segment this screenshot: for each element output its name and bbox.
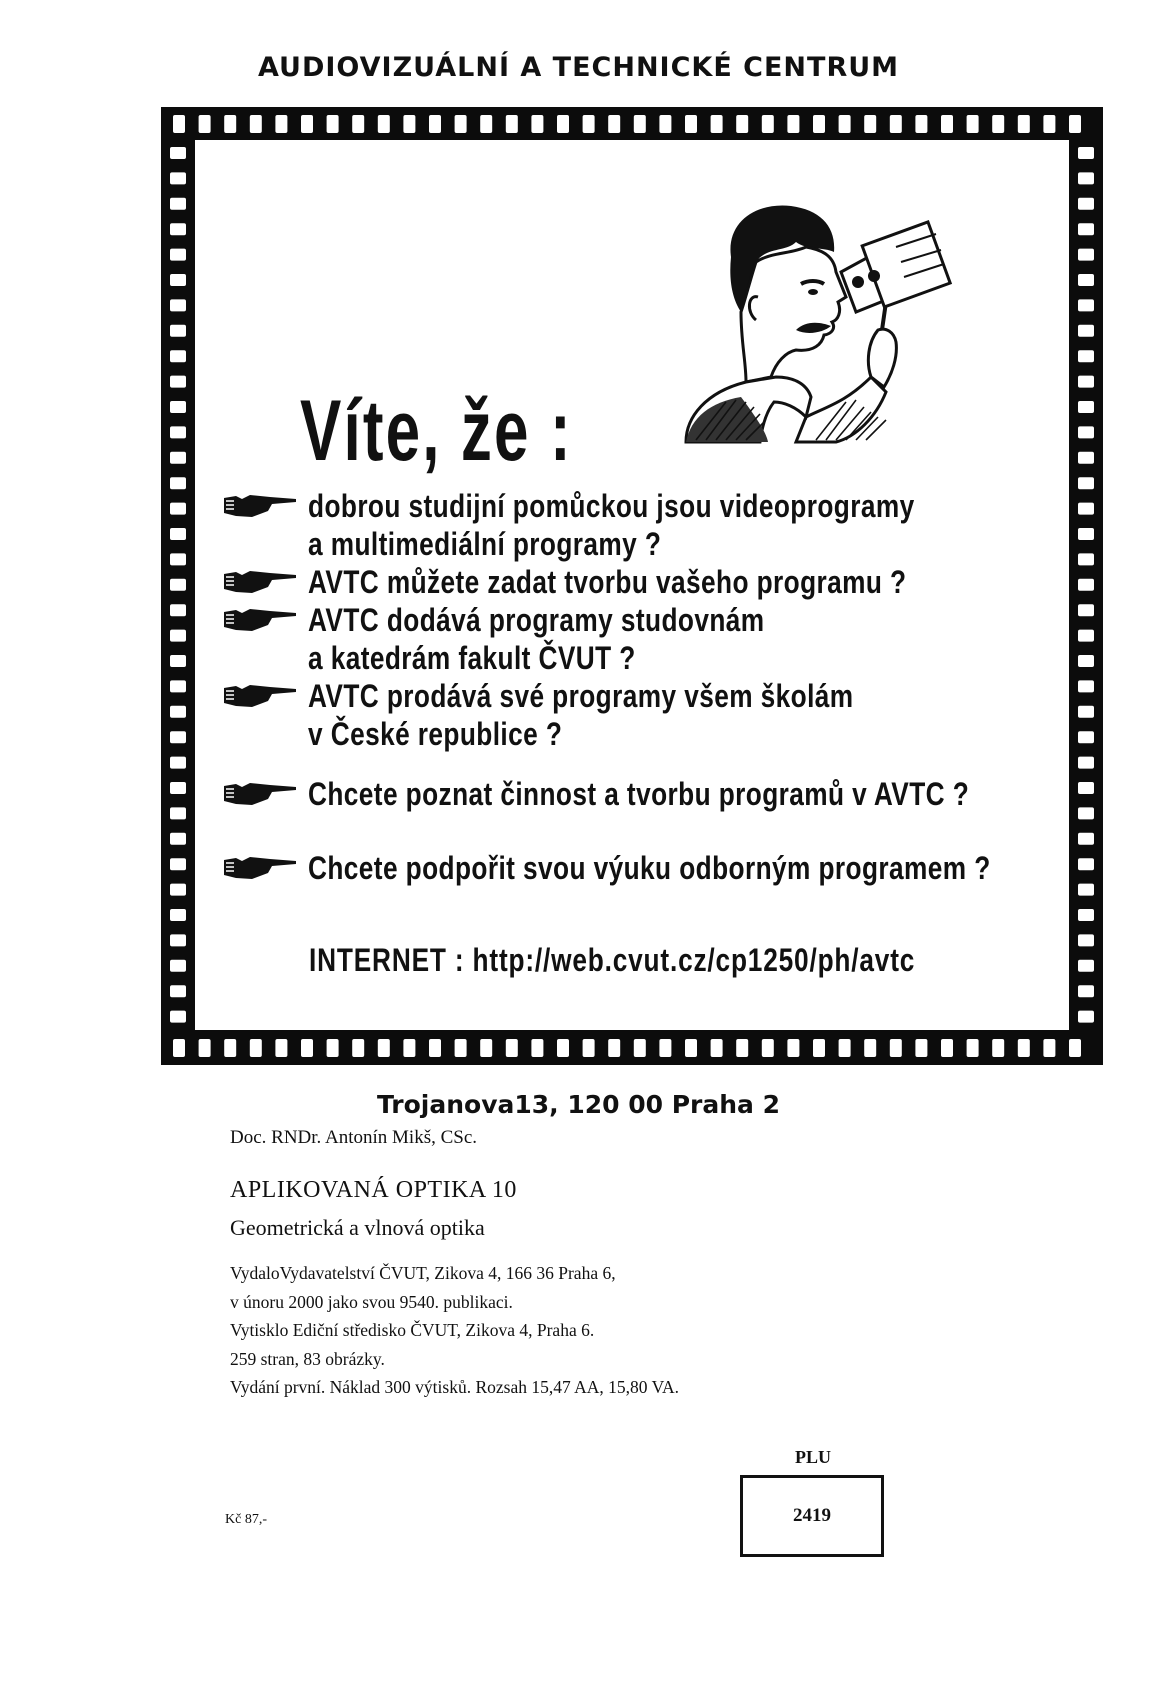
- film-perforation: [506, 1039, 518, 1057]
- film-perforation: [967, 1039, 979, 1057]
- film-perforation: [352, 115, 364, 133]
- film-perforation: [455, 1039, 467, 1057]
- film-perforation: [170, 223, 186, 235]
- film-perforation: [1078, 172, 1094, 184]
- bullet-line: v České republice ?: [308, 716, 563, 752]
- imprint-line: 259 stran, 83 obrázky.: [230, 1348, 385, 1369]
- film-perforation: [1078, 579, 1094, 591]
- film-perforation: [1078, 884, 1094, 896]
- film-perforation: [327, 115, 339, 133]
- film-perforation: [170, 858, 186, 870]
- film-perforation: [1078, 630, 1094, 642]
- film-perforation: [1078, 452, 1094, 464]
- film-perforation: [170, 985, 186, 997]
- film-perforation: [608, 115, 620, 133]
- film-perforation: [839, 1039, 851, 1057]
- film-perforation: [864, 115, 876, 133]
- page-header-title: AUDIOVIZUÁLNÍ A TECHNICKÉ CENTRUM: [257, 52, 900, 83]
- film-perforation: [813, 115, 825, 133]
- film-perforation: [736, 1039, 748, 1057]
- film-perforation: [915, 1039, 927, 1057]
- film-perforation: [890, 115, 902, 133]
- film-perforation: [1078, 325, 1094, 337]
- film-perforation: [170, 147, 186, 159]
- film-perforation: [378, 115, 390, 133]
- film-perforation: [170, 528, 186, 540]
- film-perforation: [170, 553, 186, 565]
- book-author: Doc. RNDr. Antonín Mikš, CSc.: [230, 1127, 478, 1148]
- film-perforation: [170, 198, 186, 210]
- film-perforation: [1078, 299, 1094, 311]
- book-subtitle: Geometrická a vlnová optika: [230, 1215, 485, 1240]
- film-perforation: [685, 1039, 697, 1057]
- bullet-line: AVTC dodává programy studovnám: [308, 602, 765, 638]
- film-perforation: [506, 115, 518, 133]
- film-perforation: [634, 115, 646, 133]
- film-perforation: [1078, 833, 1094, 845]
- film-perforation: [531, 115, 543, 133]
- film-perforation: [170, 477, 186, 489]
- pointing-hand-icon: [222, 607, 298, 633]
- film-perforation: [170, 934, 186, 946]
- film-perforation: [1078, 985, 1094, 997]
- film-perforation: [170, 426, 186, 438]
- film-perforation: [659, 1039, 671, 1057]
- bullet-line: dobrou studijní pomůckou jsou videoprogramy: [308, 488, 915, 524]
- film-perforation: [1078, 655, 1094, 667]
- film-perforation: [711, 1039, 723, 1057]
- pointing-hand-icon: [222, 569, 298, 595]
- bullet-line: AVTC můžete zadat tvorbu vašeho programu ?: [308, 564, 907, 600]
- film-perforation: [864, 1039, 876, 1057]
- pointing-hand-icon: [222, 781, 298, 807]
- film-perforation: [1069, 1039, 1081, 1057]
- film-perforation: [1078, 680, 1094, 692]
- film-perforation: [250, 1039, 262, 1057]
- film-perforation: [1078, 604, 1094, 616]
- film-perforation: [170, 376, 186, 388]
- film-perforation: [557, 115, 569, 133]
- film-perforation: [170, 503, 186, 515]
- film-perforation: [1078, 249, 1094, 261]
- film-perforation: [557, 1039, 569, 1057]
- pointing-hand-icon: [222, 493, 298, 519]
- film-perforation: [1078, 503, 1094, 515]
- film-perforation: [429, 1039, 441, 1057]
- film-perforation: [170, 1011, 186, 1023]
- film-perforation: [787, 115, 799, 133]
- film-perforation: [429, 115, 441, 133]
- film-perforation: [170, 350, 186, 362]
- film-perforation: [170, 452, 186, 464]
- internet-url: http://web.cvut.cz/cp1250/ph/avtc: [472, 942, 916, 978]
- film-perforation: [403, 1039, 415, 1057]
- film-perforation: [1078, 274, 1094, 286]
- film-perforation: [173, 115, 185, 133]
- internet-label: INTERNET :: [309, 942, 465, 978]
- address: Trojanova13, 120 00 Praha 2: [376, 1090, 781, 1119]
- film-perforation: [1078, 934, 1094, 946]
- film-perforation: [170, 960, 186, 972]
- film-perforation: [583, 1039, 595, 1057]
- bullet-line: Chcete podpořit svou výuku odborným programem ?: [308, 850, 991, 886]
- plu-box: [740, 1475, 884, 1557]
- film-perforation: [762, 115, 774, 133]
- film-perforation: [224, 115, 236, 133]
- film-perforation: [170, 833, 186, 845]
- film-perforation: [1018, 115, 1030, 133]
- film-perforation: [659, 115, 671, 133]
- film-perforation: [250, 115, 262, 133]
- pointing-hand-icon: [222, 855, 298, 881]
- film-perforation: [813, 1039, 825, 1057]
- film-perforation: [1078, 350, 1094, 362]
- film-perforation: [455, 115, 467, 133]
- film-perforation: [1069, 115, 1081, 133]
- film-perforation: [301, 1039, 313, 1057]
- film-perforation: [890, 1039, 902, 1057]
- film-perforation: [170, 274, 186, 286]
- film-perforation: [170, 731, 186, 743]
- film-perforation: [1078, 858, 1094, 870]
- film-perforation: [1078, 223, 1094, 235]
- film-perforation: [1078, 782, 1094, 794]
- film-perforation: [1078, 1011, 1094, 1023]
- film-perforation: [967, 115, 979, 133]
- film-perforation: [170, 655, 186, 667]
- poster-heading: Víte, že :: [300, 383, 573, 479]
- film-perforation: [787, 1039, 799, 1057]
- film-perforation: [480, 1039, 492, 1057]
- film-perforation: [170, 807, 186, 819]
- bullet-line: a multimediální programy ?: [308, 526, 662, 562]
- film-perforation: [1078, 477, 1094, 489]
- film-perforation: [634, 1039, 646, 1057]
- film-perforation: [941, 1039, 953, 1057]
- film-perforation: [583, 115, 595, 133]
- bullet-line: AVTC prodává své programy všem školám: [308, 678, 854, 714]
- film-perforation: [1078, 376, 1094, 388]
- imprint-line: Vytisklo Ediční středisko ČVUT, Zikova 4, Praha 6.: [230, 1320, 595, 1340]
- film-perforation: [1043, 115, 1055, 133]
- film-perforation: [941, 115, 953, 133]
- film-perforation: [1078, 426, 1094, 438]
- film-perforation: [711, 115, 723, 133]
- plu-label: PLU: [795, 1447, 831, 1467]
- film-perforation: [352, 1039, 364, 1057]
- film-perforation: [170, 680, 186, 692]
- internet-line: [309, 942, 915, 979]
- film-perforation: [275, 1039, 287, 1057]
- imprint-line: Vydání první. Náklad 300 výtisků. Rozsah 15,47 AA, 15,80 VA.: [230, 1377, 679, 1397]
- film-perforation: [1078, 401, 1094, 413]
- film-perforation: [170, 401, 186, 413]
- film-perforation: [170, 909, 186, 921]
- film-perforation: [170, 706, 186, 718]
- film-perforation: [170, 579, 186, 591]
- price: Kč 87,-: [225, 1512, 267, 1527]
- film-perforation: [531, 1039, 543, 1057]
- film-perforation: [170, 299, 186, 311]
- film-perforation: [170, 604, 186, 616]
- plu-value: 2419: [793, 1505, 831, 1526]
- film-perforation: [170, 249, 186, 261]
- film-perforation: [170, 757, 186, 769]
- film-perforation: [327, 1039, 339, 1057]
- film-perforation: [170, 884, 186, 896]
- film-perforation: [1078, 807, 1094, 819]
- film-perforation: [1078, 731, 1094, 743]
- film-perforation: [199, 115, 211, 133]
- film-perforation: [608, 1039, 620, 1057]
- bullet-line: a katedrám fakult ČVUT ?: [308, 640, 636, 676]
- film-perforation: [1078, 757, 1094, 769]
- film-perforation: [992, 115, 1004, 133]
- film-perforation: [275, 115, 287, 133]
- film-perforation: [1078, 147, 1094, 159]
- film-perforation: [1078, 198, 1094, 210]
- film-perforation: [685, 115, 697, 133]
- pointing-hand-icon: [222, 683, 298, 709]
- film-perforation: [1043, 1039, 1055, 1057]
- film-perforation: [173, 1039, 185, 1057]
- film-perforation: [1078, 909, 1094, 921]
- film-perforation: [301, 115, 313, 133]
- bullet-line: Chcete poznat činnost a tvorbu programů v AVTC ?: [308, 776, 970, 812]
- film-perforation: [1078, 528, 1094, 540]
- imprint-block: [230, 1259, 679, 1402]
- film-perforation: [839, 115, 851, 133]
- film-perforation: [378, 1039, 390, 1057]
- film-perforation: [915, 115, 927, 133]
- imprint-line: v únoru 2000 jako svou 9540. publikaci.: [230, 1291, 513, 1312]
- film-perforation: [1018, 1039, 1030, 1057]
- film-perforation: [224, 1039, 236, 1057]
- film-perforation: [199, 1039, 211, 1057]
- film-perforation: [403, 115, 415, 133]
- film-perforation: [170, 782, 186, 794]
- film-perforation: [170, 630, 186, 642]
- film-perforation: [1078, 553, 1094, 565]
- film-perforation: [736, 115, 748, 133]
- film-perforation: [170, 325, 186, 337]
- film-perforation: [992, 1039, 1004, 1057]
- film-perforation: [1078, 706, 1094, 718]
- book-title: APLIKOVANÁ OPTIKA 10: [230, 1177, 517, 1203]
- film-perforation: [1078, 960, 1094, 972]
- film-perforation: [170, 172, 186, 184]
- film-perforation: [480, 115, 492, 133]
- film-perforation: [762, 1039, 774, 1057]
- imprint-line: VydaloVydavatelství ČVUT, Zikova 4, 166 36 Praha 6,: [230, 1263, 616, 1283]
